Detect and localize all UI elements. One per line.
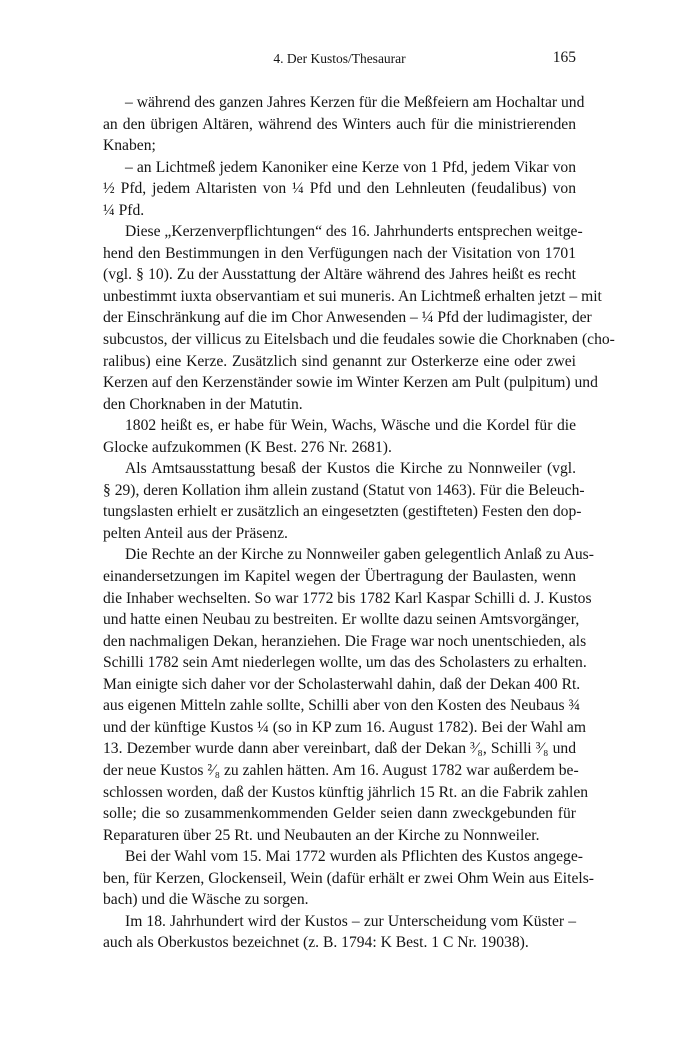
- text-line: § 29), deren Kollation ihm allein zustand (Statut von 1463). Für die Beleuch-: [103, 481, 585, 499]
- text-line: der Einschränkung auf die im Chor Anwesenden – ¼ Pfd der ludimagister, der: [103, 309, 592, 327]
- text-line: ben, für Kerzen, Glockenseil, Wein (dafür erhält er zwei Ohm Wein aus Eitels-: [103, 869, 594, 887]
- text-line: Diese „Kerzenverpflichtungen“ des 16. Jahrhunderts entsprechen weitge-: [125, 223, 583, 241]
- text-line: subcustos, der villicus zu Eitelsbach und die feudales sowie die Chorknaben (cho-: [103, 331, 615, 349]
- text-line: Man einigte sich daher vor der Scholasterwahl dahin, daß der Dekan 400 Rt.: [103, 675, 581, 693]
- text-line: schlossen worden, daß der Kustos künftig jährlich 15 Rt. an die Fabrik zahlen: [103, 783, 589, 801]
- text-line: und der künftige Kustos ¼ (so in KP zum 16. August 1782). Bei der Wahl am: [103, 718, 586, 736]
- text-line: auch als Oberkustos bezeichnet (z. B. 1794: K Best. 1 C Nr. 19038).: [103, 934, 529, 952]
- text-line: ralibus) eine Kerze. Zusätzlich sind genannt zur Osterkerze eine oder zwei: [103, 352, 576, 370]
- text-line: unbestimmt iuxta observantiam et sui muneris. An Lichtmeß erhalten jetzt – mit: [103, 287, 602, 305]
- body-text: [103, 92, 615, 954]
- text-line: tungslasten erhielt er zusätzlich an eingesetzten (gestifteten) Festen den dop-: [103, 503, 582, 521]
- running-title: 4. Der Kustos/Thesaurar: [273, 51, 406, 66]
- text-line: Im 18. Jahrhundert wird der Kustos – zur Unterscheidung vom Küster –: [125, 912, 576, 930]
- text-line: der neue Kustos ²⁄₈ zu zahlen hätten. Am 16. August 1782 war außerdem be-: [103, 761, 579, 779]
- text-line: ½ Pfd, jedem Altaristen von ¼ Pfd und den Lehnleuten (feudalibus) von: [103, 180, 576, 198]
- text-line: 13. Dezember wurde dann aber vereinbart, daß der Dekan ³⁄₈, Schilli ³⁄₈ und: [103, 740, 576, 758]
- text-line: und hatte einen Neubau zu bestreiten. Er wollte dazu seinen Amtsvorgänger,: [103, 611, 580, 629]
- text-line: den Chorknaben in der Matutin.: [103, 395, 303, 413]
- text-line: Reparaturen über 25 Rt. und Neubauten an der Kirche zu Nonnweiler.: [103, 826, 540, 844]
- text-line: – an Lichtmeß jedem Kanoniker eine Kerze von 1 Pfd, jedem Vikar von: [125, 158, 576, 176]
- running-header: [103, 49, 576, 71]
- text-line: den nachmaligen Dekan, heranziehen. Die Frage war noch unentschieden, als: [103, 632, 587, 650]
- text-line: – während des ganzen Jahres Kerzen für die Meßfeiern am Hochaltar und: [125, 94, 585, 111]
- text-line: solle; die so zusammenkommenden Gelder seien dann zweckgebunden für: [103, 805, 576, 823]
- text-line: an den übrigen Altären, während des Winters auch für die ministrierenden: [103, 115, 576, 133]
- text-line: pelten Anteil aus der Präsenz.: [103, 524, 288, 542]
- text-line: hend den Bestimmungen in den Verfügungen nach der Visitation von 1701: [103, 244, 576, 262]
- text-line: einandersetzungen im Kapitel wegen der Übertragung der Baulasten, wenn: [103, 568, 576, 586]
- text-line: aus eigenen Mitteln zahle sollte, Schilli aber von den Kosten des Neubaus ¾: [103, 697, 581, 715]
- text-line: bach) und die Wäsche zu sorgen.: [103, 891, 309, 909]
- text-line: (vgl. § 10). Zu der Ausstattung der Altäre während des Jahres heißt es recht: [103, 266, 576, 284]
- text-line: Schilli 1782 sein Amt niederlegen wollte, um das des Scholasters zu erhalten.: [103, 654, 587, 672]
- text-line: ¼ Pfd.: [103, 201, 145, 219]
- page-number: 165: [552, 49, 576, 66]
- text-line: Die Rechte an der Kirche zu Nonnweiler gaben gelegentlich Anlaß zu Aus-: [125, 546, 594, 564]
- text-line: Als Amtsausstattung besaß der Kustos die Kirche zu Nonnweiler (vgl.: [125, 460, 576, 478]
- text-line: 1802 heißt es, er habe für Wein, Wachs, Wäsche und die Kordel für die: [125, 417, 576, 435]
- text-line: die Inhaber wechselten. So war 1772 bis 1782 Karl Kaspar Schilli d. J. Kustos: [103, 589, 592, 607]
- text-line: Bei der Wahl vom 15. Mai 1772 wurden als Pflichten des Kustos angege-: [125, 848, 583, 866]
- text-line: Knaben;: [103, 137, 156, 155]
- text-line: Kerzen auf den Kerzenständer sowie im Winter Kerzen am Pult (pulpitum) und: [103, 374, 598, 392]
- text-line: Glocke aufzukommen (K Best. 276 Nr. 2681).: [103, 438, 392, 456]
